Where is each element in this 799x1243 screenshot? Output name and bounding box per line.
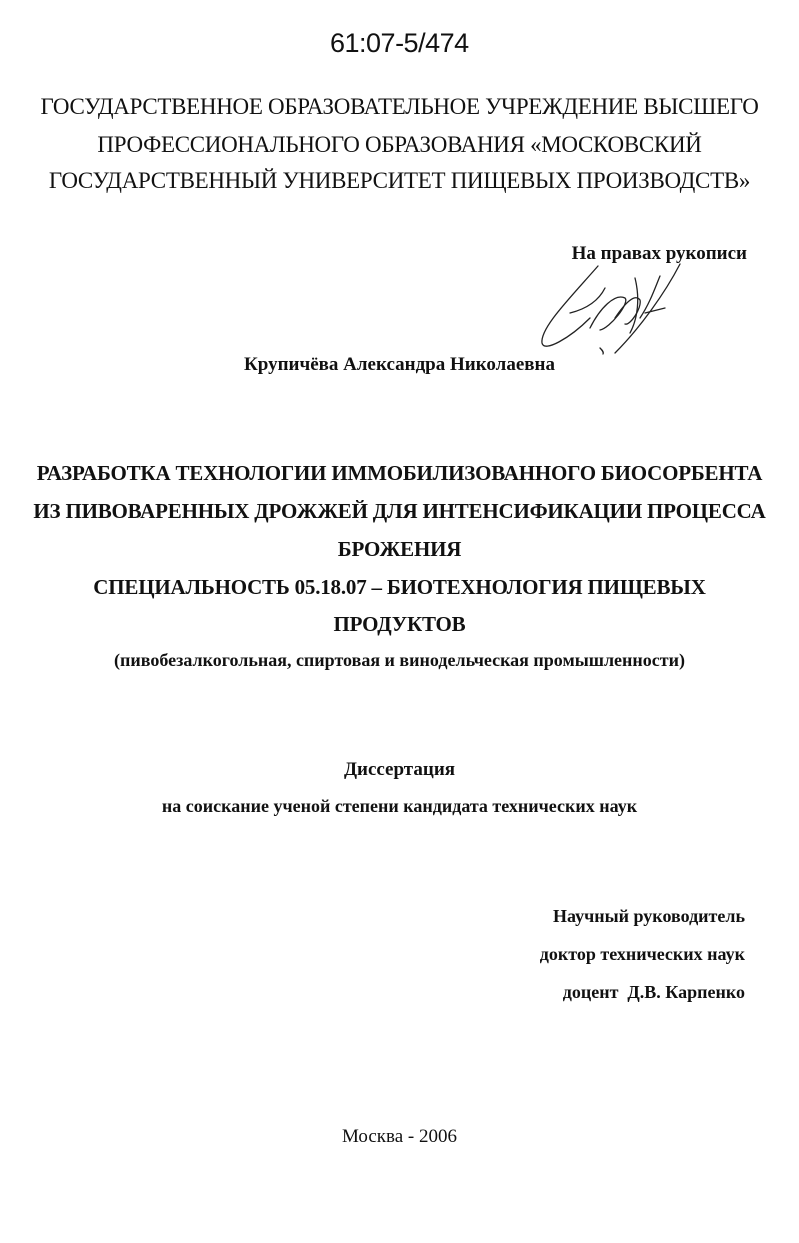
supervisor-degree: доктор технических наук (539, 944, 745, 964)
author-name: Крупичёва Александра Николаевна (244, 354, 555, 375)
institution-line-2: ПРОФЕССИОНАЛЬНОГО ОБРАЗОВАНИЯ «МОСКОВСКИЙ (97, 132, 702, 157)
manuscript-note: На правах рукописи (571, 243, 747, 264)
industry-note: (пивобезалкогольная, спиртовая и винодельческая промышленности) (114, 650, 685, 670)
archive-code: 61:07-5/474 (330, 28, 469, 58)
supervisor-name: доцент Д.В. Карпенко (562, 982, 745, 1002)
title-line-2: ИЗ ПИВОВАРЕННЫХ ДРОЖЖЕЙ ДЛЯ ИНТЕНСИФИКАЦИИ ПРОЦЕССА (33, 499, 766, 523)
specialty-line-1: СПЕЦИАЛЬНОСТЬ 05.18.07 – БИОТЕХНОЛОГИЯ ПИЩЕВЫХ (93, 575, 706, 599)
specialty-line-2: ПРОДУКТОВ (333, 612, 466, 636)
degree-purpose: на соискание ученой степени кандидата технических наук (161, 796, 638, 816)
institution-line-1: ГОСУДАРСТВЕННОЕ ОБРАЗОВАТЕЛЬНОЕ УЧРЕЖДЕНИЕ ВЫСШЕГО (40, 94, 759, 119)
title-line-3: БРОЖЕНИЯ (337, 537, 462, 561)
supervisor-role: Научный руководитель (553, 906, 745, 926)
title-line-1: РАЗРАБОТКА ТЕХНОЛОГИИ ИММОБИЛИЗОВАННОГО БИОСОРБЕНТА (36, 461, 763, 485)
document-type: Диссертация (343, 759, 456, 780)
institution-line-3: ГОСУДАРСТВЕННЫЙ УНИВЕРСИТЕТ ПИЩЕВЫХ ПРОИЗВОДСТВ» (48, 168, 751, 193)
city-year: Москва - 2006 (341, 1126, 458, 1147)
signature-image (530, 258, 700, 362)
